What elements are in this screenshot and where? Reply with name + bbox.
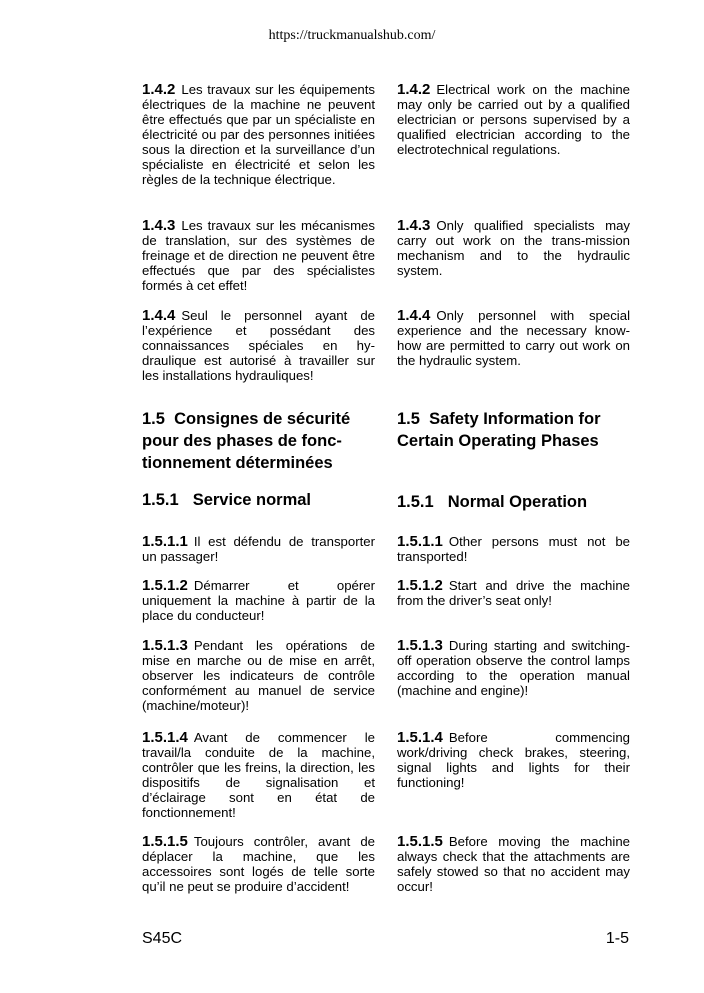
para-number: 1.5.1.5	[142, 833, 188, 850]
para-1-5-1-4-fr	[142, 730, 375, 820]
para-1-5-1-5-fr	[142, 834, 375, 894]
para-text: Pendant les opérations de mise en marche ou de mise en arrêt, observer les indicateurs de contrôle conformément au manuel de service (machine/moteur)!	[142, 638, 375, 713]
para-1-4-4-fr	[142, 308, 375, 383]
para-number: 1.5.1.4	[142, 729, 188, 746]
para-1-4-2-en	[397, 82, 630, 157]
section-title: Consignes de sécurité pour des phases de fonc-tionnement déterminées	[142, 410, 351, 472]
para-1-5-1-2-en	[397, 578, 630, 608]
para-text: Démarrer et opérer uniquement la machine à partir de la place du conducteur!	[142, 578, 375, 623]
section-number: 1.5.1	[142, 491, 179, 509]
para-text: Les travaux sur les équipements électriques de la machine ne peuvent être effectués que par un spécialiste en électricité ou par des personnes initiées sous la direction et la surveillance d’un spécialiste en électricité et selon les règles de la technique électrique.	[142, 82, 375, 187]
para-1-5-1-1-fr	[142, 534, 375, 564]
para-number: 1.5.1.1	[142, 533, 188, 550]
para-text: Toujours contrôler, avant de déplacer la machine, que les accessoires sont logés de telle sorte qu’il ne peut se produire d’accident!	[142, 834, 375, 894]
para-number: 1.5.1.4	[397, 729, 443, 746]
section-title: Service normal	[192, 491, 312, 509]
para-number: 1.4.2	[397, 81, 431, 98]
para-number: 1.4.4	[397, 307, 431, 324]
para-text: Seul le personnel ayant de l’expérience et possédant des connaissances spéciales en hy-draulique est autorisé à travailler sur les installations hydrauliques!	[142, 308, 375, 383]
para-text: Before commencing work/driving check brakes, steering, signal lights and lights for their functioning!	[397, 730, 630, 790]
para-1-5-1-2-fr	[142, 578, 375, 623]
footer-page-number: 1-5	[605, 930, 629, 947]
para-text: Avant de commencer le travail/la conduite de la machine, contrôler que les freins, la direction, les dispositifs de signalisation et d’éclairage sont en état de fonctionnement!	[142, 730, 375, 820]
para-1-5-1-5-en	[397, 834, 630, 894]
section-title: Normal Operation	[447, 493, 588, 511]
para-number: 1.5.1.1	[397, 533, 443, 550]
header-url: https://truckmanualshub.com/	[268, 28, 436, 43]
para-number: 1.5.1.3	[142, 637, 188, 654]
section-1-5-1-fr	[142, 490, 375, 510]
para-1-4-2-fr	[142, 82, 375, 187]
para-1-4-4-en	[397, 308, 630, 368]
section-1-5-en	[397, 408, 630, 452]
para-number: 1.4.3	[142, 217, 176, 234]
para-text: During starting and switching-off operation observe the control lamps according to the operation manual (machine and engine)!	[397, 638, 630, 698]
section-number: 1.5	[142, 410, 165, 428]
para-1-5-1-3-en	[397, 638, 630, 698]
para-1-5-1-1-en	[397, 534, 630, 564]
para-number: 1.4.2	[142, 81, 176, 98]
para-text: Only qualified specialists may carry out work on the trans-mission mechanism and to the hydraulic system.	[397, 218, 630, 278]
para-text: Electrical work on the machine may only be carried out by a qualified electrician or persons supervised by a qualified electrician according to the electrotechnical regulations.	[397, 82, 630, 157]
section-title: Safety Information for Certain Operating Phases	[397, 410, 601, 450]
section-1-5-fr	[142, 408, 375, 474]
para-1-4-3-en	[397, 218, 630, 278]
para-number: 1.4.3	[397, 217, 431, 234]
para-text: Only personnel with special experience and the necessary know-how are permitted to carry out work on the hydraulic system.	[397, 308, 630, 368]
section-1-5-1-en	[397, 492, 630, 512]
para-text: Other persons must not be transported!	[397, 534, 630, 564]
para-1-5-1-4-en	[397, 730, 630, 790]
para-number: 1.5.1.3	[397, 637, 443, 654]
para-number: 1.5.1.2	[397, 577, 443, 594]
footer-model: S45C	[142, 930, 183, 947]
para-number: 1.5.1.5	[397, 833, 443, 850]
section-number: 1.5	[397, 410, 420, 428]
para-number: 1.5.1.2	[142, 577, 188, 594]
para-text: Il est défendu de transporter un passager!	[142, 534, 375, 564]
para-1-4-3-fr	[142, 218, 375, 293]
para-1-5-1-3-fr	[142, 638, 375, 713]
para-text: Start and drive the machine from the driver’s seat only!	[397, 578, 630, 608]
para-number: 1.4.4	[142, 307, 176, 324]
section-number: 1.5.1	[397, 493, 434, 511]
para-text: Les travaux sur les mécanismes de translation, sur des systèmes de freinage et de direction ne peuvent être effectués que par des spécialistes formés à cet effet!	[142, 218, 375, 293]
para-text: Before moving the machine always check that the attachments are safely stowed so that no accident may occur!	[397, 834, 630, 894]
